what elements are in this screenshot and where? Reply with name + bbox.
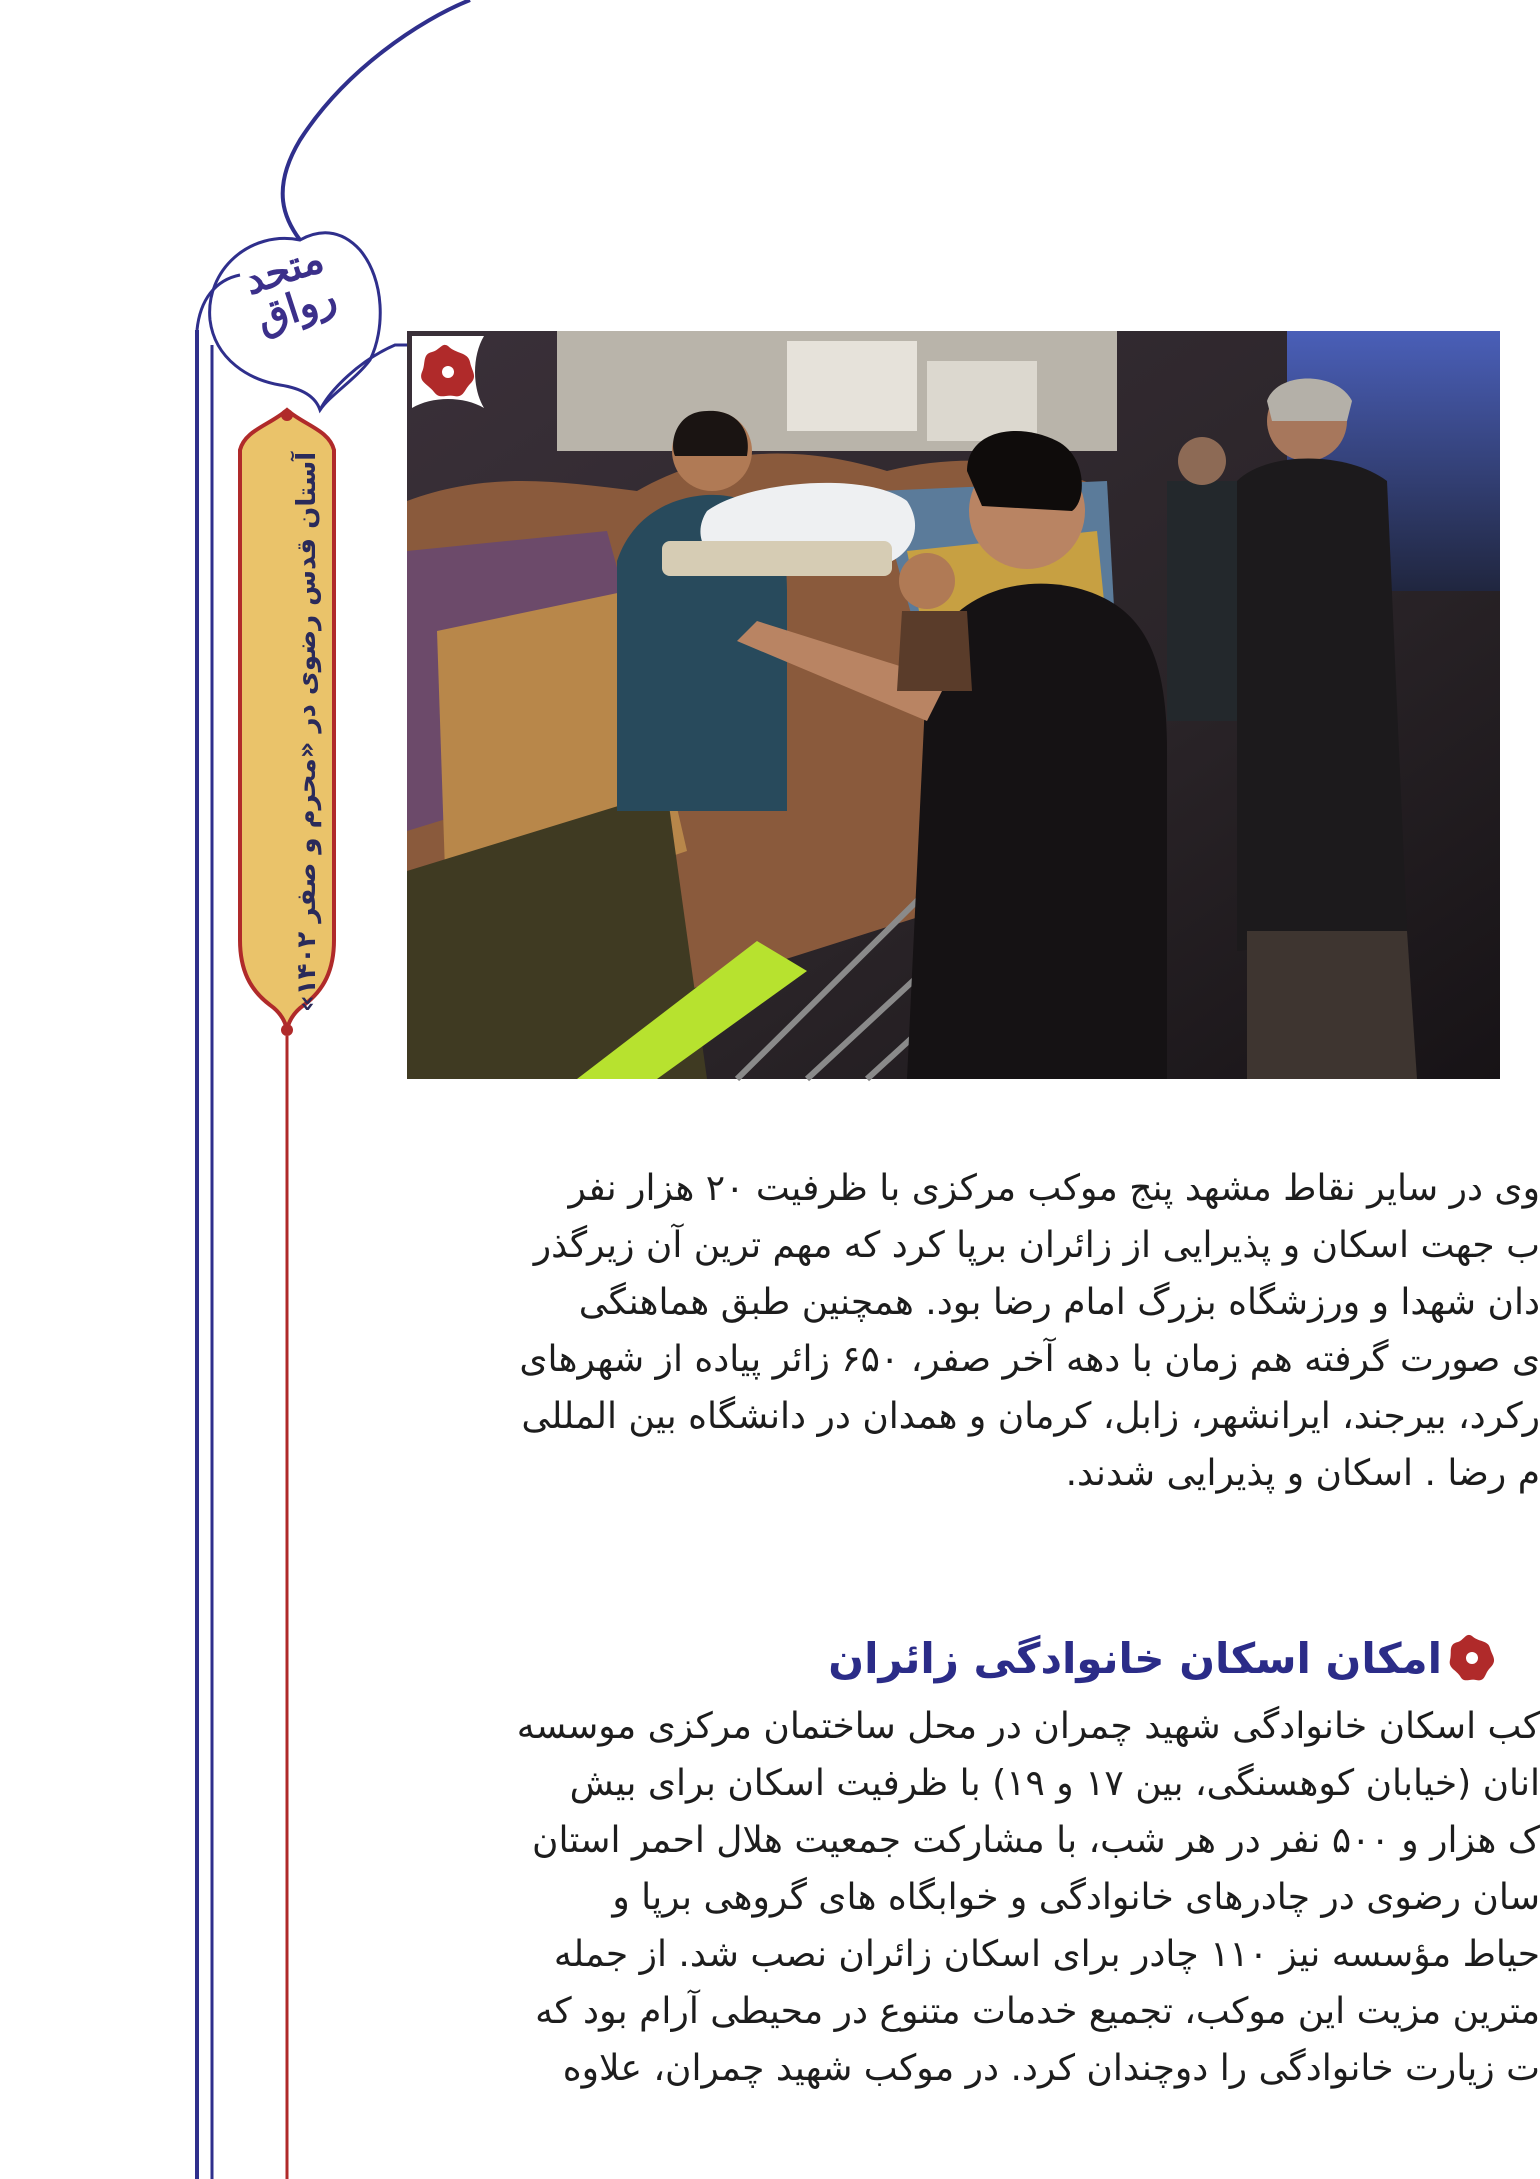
paragraph-line: حیاط مؤسسه نیز ۱۱۰ چادر برای اسکان زائران نصب شد. از جمله [553,1934,1540,1975]
paragraph-line: مترین مزیت این موکب، تجمیع خدمات متنوع در محیطی آرام بود که [535,1991,1540,2032]
paragraph-line: ک هزار و ۵۰۰ نفر در هر شب، با مشارکت جمعیت هلال احمر استان [532,1820,1540,1861]
photo-illustration [407,331,1500,1079]
sidebar-banner-text: آستان قدس رضوی در «محرم و صفر ۱۴۰۲» [292,451,322,1013]
paragraph-line: سان رضوی در چادرهای خانوادگی و خوابگاه های گروهی برپا و [612,1877,1540,1918]
section-heading [820,1628,1500,1688]
paragraph-line: م رضا . اسکان و پذیرایی شدند. [1065,1453,1540,1494]
article-photo [407,331,1500,1079]
logo-text: متحد رواق [238,234,342,342]
paragraph-line: ب جهت اسکان و پذیرایی از زائران برپا کرد که مهم ترین آن زیرگذر [533,1225,1540,1266]
paragraph-line: رکرد، بیرجند، ایرانشهر، زابل، کرمان و همدان در دانشگاه بین المللی [521,1396,1540,1437]
paragraph-line: دان شهدا و ورزشگاه بزرگ امام رضا بود. همچنین طبق هماهنگی [578,1282,1540,1323]
flower-bullet-icon [1444,1630,1500,1686]
paragraph-line: ت زیارت خانوادگی را دوچندان کرد. در موکب شهید چمران، علاوه [562,2048,1540,2089]
paragraph-line: کب اسکان خانوادگی شهید چمران در محل ساختمان مرکزی موسسه [516,1706,1540,1747]
article-paragraph-1 [400,1160,1540,1502]
section-heading-title: امکان اسکان خانوادگی زائران [828,1633,1442,1683]
paragraph-line: وی در سایر نقاط مشهد پنج موکب مرکزی با ظرفیت ۲۰ هزار نفر [568,1168,1540,1209]
photo-corner-flower-icon [412,336,484,408]
article-paragraph-2 [400,1698,1540,2097]
frame-arch [283,0,470,240]
paragraph-line: ی صورت گرفته هم زمان با دهه آخر صفر، ۶۵۰ زائر پیاده از شهرهای [519,1339,1540,1380]
paragraph-line: انان (خیابان کوهسنگی، بین ۱۷ و ۱۹) با ظرفیت اسکان برای بیش [569,1763,1540,1804]
